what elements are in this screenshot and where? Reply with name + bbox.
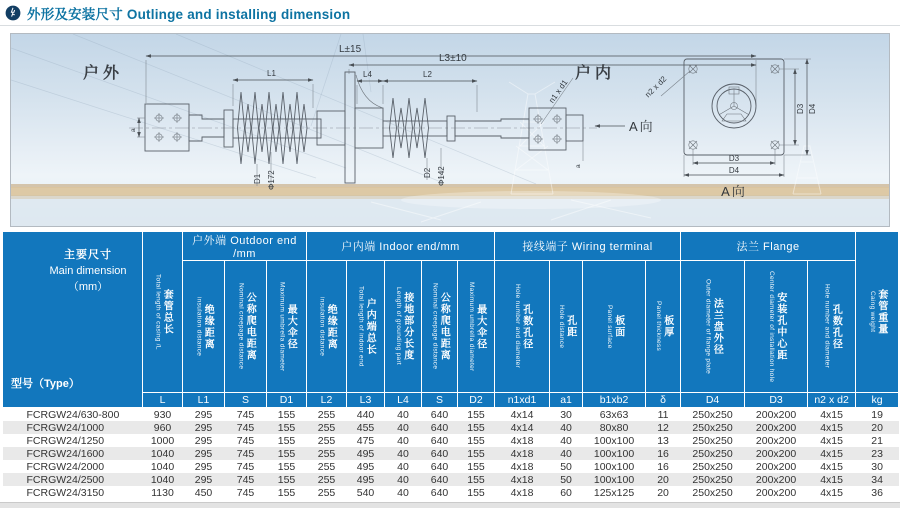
symbol-D4: D4 <box>681 393 745 408</box>
value-cell: 4x15 <box>820 486 843 499</box>
value-cell: 155 <box>277 486 296 499</box>
logo-icon <box>5 5 21 21</box>
type-cell: FCRGW24/630-800 <box>26 408 120 421</box>
value-cell: 4x18 <box>510 473 534 486</box>
value-cell: 4x15 <box>820 408 843 421</box>
value-cell: 100x100 <box>593 447 635 460</box>
value-cell: 1040 <box>150 447 175 460</box>
value-cell: 155 <box>277 447 296 460</box>
value-cell: 155 <box>467 486 485 499</box>
value-cell: 295 <box>194 421 213 434</box>
col-header-d3: Center diameter of installation hole 安装孔中心距 <box>745 261 808 393</box>
outdoor-zone-label: 户外 <box>83 65 124 82</box>
table-row <box>3 434 899 447</box>
value-cell: 4x18 <box>510 486 534 499</box>
value-cell: 540 <box>356 486 375 499</box>
type-cell: FCRGW24/2500 <box>26 473 105 486</box>
col-header-d1: Maximum umbrella diameter 最大伞径 <box>267 261 307 393</box>
symbol-L2: L2 <box>307 393 347 408</box>
value-cell: 40 <box>397 486 409 499</box>
value-cell: 50 <box>560 460 572 473</box>
value-cell: 495 <box>356 447 375 460</box>
value-cell: 155 <box>467 408 485 421</box>
spec-table <box>2 231 899 499</box>
dim-label-a-right: a <box>575 164 582 168</box>
value-cell: 23 <box>871 447 883 460</box>
value-cell: 745 <box>236 434 255 447</box>
value-cell: 455 <box>356 421 375 434</box>
value-cell: 4x15 <box>820 473 843 486</box>
value-cell: 4x15 <box>820 434 843 447</box>
col-header-weight <box>856 232 899 393</box>
dim-label-total: L±15 <box>339 44 362 55</box>
value-cell: 40 <box>397 473 409 486</box>
symbol-D3: D3 <box>745 393 808 408</box>
dim-label-phi172: Φ172 <box>267 170 276 190</box>
value-cell: 100x100 <box>593 473 635 486</box>
col-header-l4: Length of grounding part 接地部分长度 <box>385 261 422 393</box>
table-row <box>3 486 899 499</box>
value-cell: 250x250 <box>692 460 733 473</box>
value-cell: 495 <box>356 460 375 473</box>
value-cell: 255 <box>317 408 336 421</box>
drawing-frame <box>10 33 890 227</box>
value-cell: 495 <box>356 473 375 486</box>
value-cell: 440 <box>356 408 375 421</box>
weight-en: Caing weight <box>868 291 876 333</box>
dim-label-d1: D1 <box>253 173 262 184</box>
corner-unit: （mm） <box>67 280 109 293</box>
value-cell: 155 <box>277 460 296 473</box>
value-cell: 1000 <box>150 434 175 447</box>
value-cell: 63x63 <box>599 408 629 421</box>
value-cell: 11 <box>657 408 669 421</box>
value-cell: 640 <box>430 486 449 499</box>
value-cell: 930 <box>153 408 172 421</box>
value-cell: 100x100 <box>593 434 635 447</box>
indoor-zone-label: 户内 <box>575 65 616 82</box>
value-cell: 40 <box>397 460 409 473</box>
value-cell: 745 <box>236 473 255 486</box>
value-cell: 100x100 <box>593 460 635 473</box>
dim-label-n2d2: n2 x d2 <box>643 74 669 100</box>
col-header-a1: Hole distance 孔距 <box>550 261 583 393</box>
value-cell: 250x250 <box>692 421 733 434</box>
value-cell: 255 <box>317 486 336 499</box>
col-header-delta: Panel thickness 板厚 <box>646 261 681 393</box>
casing-en: Total length of casing /L <box>154 274 162 350</box>
page-title <box>27 3 350 23</box>
value-cell: 40 <box>560 434 572 447</box>
dim-label-d3-bottom: D3 <box>728 154 740 163</box>
value-cell: 36 <box>871 486 883 499</box>
value-cell: 250x250 <box>692 408 733 421</box>
value-cell: 4x18 <box>510 434 534 447</box>
dim-label-phi142: Φ142 <box>437 166 446 186</box>
value-cell: 155 <box>467 434 485 447</box>
symbol-L3: L3 <box>347 393 385 408</box>
value-cell: 745 <box>236 408 255 421</box>
a-view-arrow <box>595 119 655 134</box>
dim-d2 <box>423 148 446 186</box>
group-header-indoor: 户内端 Indoor end/mm <box>307 232 495 261</box>
value-cell: 30 <box>871 460 883 473</box>
value-cell: 295 <box>194 447 213 460</box>
value-cell: 640 <box>430 408 449 421</box>
value-cell: 745 <box>236 447 255 460</box>
col-header-l2: insulation distance 绝缘距离 <box>307 261 347 393</box>
symbol-n2xd2: n2 x d2 <box>808 393 856 408</box>
symbol-b1xb2: b1xb2 <box>583 393 646 408</box>
symbol-kg: kg <box>856 393 899 408</box>
value-cell: 475 <box>356 434 375 447</box>
value-cell: 80x80 <box>599 421 629 434</box>
col-header-b1b2: Panel surface 板面 <box>583 261 646 393</box>
title-bar <box>0 0 900 26</box>
value-cell: 155 <box>277 473 296 486</box>
corner-cell <box>3 232 143 408</box>
symbol-S2: S <box>422 393 458 408</box>
symbol-L: L <box>143 393 183 408</box>
value-cell: 16 <box>657 447 669 460</box>
page-bottom-strip <box>0 502 900 508</box>
value-cell: 250x250 <box>692 486 733 499</box>
value-cell: 1040 <box>150 460 175 473</box>
dim-label-d4-bottom: D4 <box>728 166 740 175</box>
value-cell: 250x250 <box>692 447 733 460</box>
table-row <box>3 473 899 486</box>
value-cell: 200x200 <box>755 408 797 421</box>
value-cell: 745 <box>236 486 255 499</box>
value-cell: 640 <box>430 460 449 473</box>
value-cell: 4x14 <box>510 421 534 434</box>
value-cell: 640 <box>430 421 449 434</box>
value-cell: 255 <box>317 460 336 473</box>
col-header-casing-length <box>143 232 183 393</box>
corner-main-dimension <box>38 248 138 296</box>
value-cell: 50 <box>560 473 572 486</box>
value-cell: 21 <box>871 434 883 447</box>
flange-face-view <box>643 59 817 199</box>
dim-label-n1d1: n1 x d1 <box>547 78 570 105</box>
symbol-L1: L1 <box>183 393 225 408</box>
value-cell: 20 <box>657 486 669 499</box>
table-row <box>3 447 899 460</box>
value-cell: 40 <box>397 408 409 421</box>
value-cell: 255 <box>317 447 336 460</box>
dim-l4-l2 <box>357 70 477 112</box>
value-cell: 640 <box>430 434 449 447</box>
dim-label-l3: L3±10 <box>439 53 467 64</box>
col-header-l3: Total length of indoor end 户内端总长 <box>347 261 385 393</box>
value-cell: 13 <box>657 434 669 447</box>
value-cell: 40 <box>560 447 572 460</box>
value-cell: 40 <box>397 434 409 447</box>
weight-zh: 套管重量 <box>875 289 887 335</box>
col-header-s-indoor: Nominal creepage distance 公称爬电距离 <box>422 261 458 393</box>
value-cell: 155 <box>277 408 296 421</box>
symbol-a1: a1 <box>550 393 583 408</box>
value-cell: 255 <box>317 421 336 434</box>
value-cell: 40 <box>397 421 409 434</box>
col-header-n1d1: Hole number and diameter 孔数孔径 <box>495 261 550 393</box>
table-row <box>3 460 899 473</box>
value-cell: 250x250 <box>692 473 733 486</box>
value-cell: 200x200 <box>755 447 797 460</box>
col-header-n2d2: Hole number and diameter 孔数孔径 <box>808 261 856 393</box>
value-cell: 295 <box>194 434 213 447</box>
value-cell: 200x200 <box>755 473 797 486</box>
corner-en: Main dimension <box>49 264 127 277</box>
symbol-n1xd1: n1xd1 <box>495 393 550 408</box>
wall-flange <box>317 72 383 183</box>
value-cell: 60 <box>560 486 572 499</box>
symbol-L4: L4 <box>385 393 422 408</box>
table-row <box>3 421 899 434</box>
type-cell: FCRGW24/1000 <box>26 421 105 434</box>
value-cell: 4x14 <box>510 408 534 421</box>
group-header-outdoor: 户外端 Outdoor end /mm <box>183 232 307 261</box>
value-cell: 40 <box>397 447 409 460</box>
value-cell: 960 <box>153 421 172 434</box>
type-cell: FCRGW24/2000 <box>26 460 105 473</box>
type-cell: FCRGW24/1250 <box>26 434 105 447</box>
table-body <box>3 408 899 500</box>
value-cell: 4x18 <box>510 460 534 473</box>
symbol-S1: S <box>225 393 267 408</box>
value-cell: 155 <box>277 421 296 434</box>
value-cell: 745 <box>236 421 255 434</box>
value-cell: 1040 <box>150 473 175 486</box>
value-cell: 34 <box>871 473 883 486</box>
value-cell: 155 <box>467 460 485 473</box>
type-cell: FCRGW24/3150 <box>26 486 105 499</box>
value-cell: 640 <box>430 447 449 460</box>
value-cell: 155 <box>467 421 485 434</box>
value-cell: 16 <box>657 460 669 473</box>
value-cell: 200x200 <box>755 421 797 434</box>
value-cell: 155 <box>277 434 296 447</box>
value-cell: 155 <box>467 447 485 460</box>
dim-label-l1: L1 <box>267 69 276 78</box>
symbol-D2: D2 <box>458 393 495 408</box>
a-view-arrow-label: A向 <box>629 119 655 134</box>
page-title-zh: 外形及安装尺寸 <box>27 6 123 22</box>
page-title-en: Outlinge and installing dimension <box>126 6 351 22</box>
dim-label-d3-side: D3 <box>796 103 805 114</box>
group-header-wiring: 接线端子 Wiring terminal <box>495 232 681 261</box>
col-header-d4: Outer diameter of flange plate 法兰盘外径 <box>681 261 745 393</box>
value-cell: 4x18 <box>510 447 534 460</box>
technical-drawing <box>11 34 889 226</box>
symbol-delta: δ <box>646 393 681 408</box>
value-cell: 155 <box>467 473 485 486</box>
value-cell: 295 <box>194 473 213 486</box>
value-cell: 4x15 <box>820 421 843 434</box>
value-cell: 125x125 <box>593 486 635 499</box>
value-cell: 250x250 <box>692 434 733 447</box>
dim-label-a-left: a <box>130 128 137 132</box>
value-cell: 4x15 <box>820 447 843 460</box>
value-cell: 450 <box>194 486 213 499</box>
dim-label-d4-side: D4 <box>808 103 817 114</box>
dim-label-l2: L2 <box>423 70 432 79</box>
value-cell: 200x200 <box>755 460 797 473</box>
value-cell: 40 <box>560 421 572 434</box>
symbol-D1: D1 <box>267 393 307 408</box>
col-header-l1: insulation distance 绝缘距离 <box>183 261 225 393</box>
corner-type-label: 型号（Type） <box>11 378 80 390</box>
value-cell: 12 <box>657 421 669 434</box>
value-cell: 1130 <box>151 486 174 499</box>
value-cell: 20 <box>657 473 669 486</box>
value-cell: 745 <box>236 460 255 473</box>
a-view-caption: A向 <box>721 184 747 199</box>
corner-zh: 主要尺寸 <box>64 249 112 261</box>
value-cell: 640 <box>430 473 449 486</box>
value-cell: 200x200 <box>755 486 797 499</box>
value-cell: 20 <box>871 421 883 434</box>
casing-zh: 套管总长 <box>161 289 173 335</box>
dim-l1 <box>233 69 313 108</box>
value-cell: 4x15 <box>820 460 843 473</box>
value-cell: 295 <box>194 460 213 473</box>
dim-label-l4: L4 <box>363 70 372 79</box>
value-cell: 30 <box>560 408 572 421</box>
col-header-s-outdoor: Nominal creepage distance 公称爬电距离 <box>225 261 267 393</box>
col-header-d2: Maximum umbrella diameter 最大伞径 <box>458 261 495 393</box>
value-cell: 200x200 <box>755 434 797 447</box>
table-row <box>3 408 899 422</box>
type-cell: FCRGW24/1600 <box>26 447 105 460</box>
value-cell: 255 <box>317 434 336 447</box>
value-cell: 19 <box>871 408 883 421</box>
group-header-flange: 法兰 Flange <box>681 232 856 261</box>
value-cell: 295 <box>194 408 213 421</box>
value-cell: 255 <box>317 473 336 486</box>
dim-label-d2: D2 <box>423 167 432 178</box>
